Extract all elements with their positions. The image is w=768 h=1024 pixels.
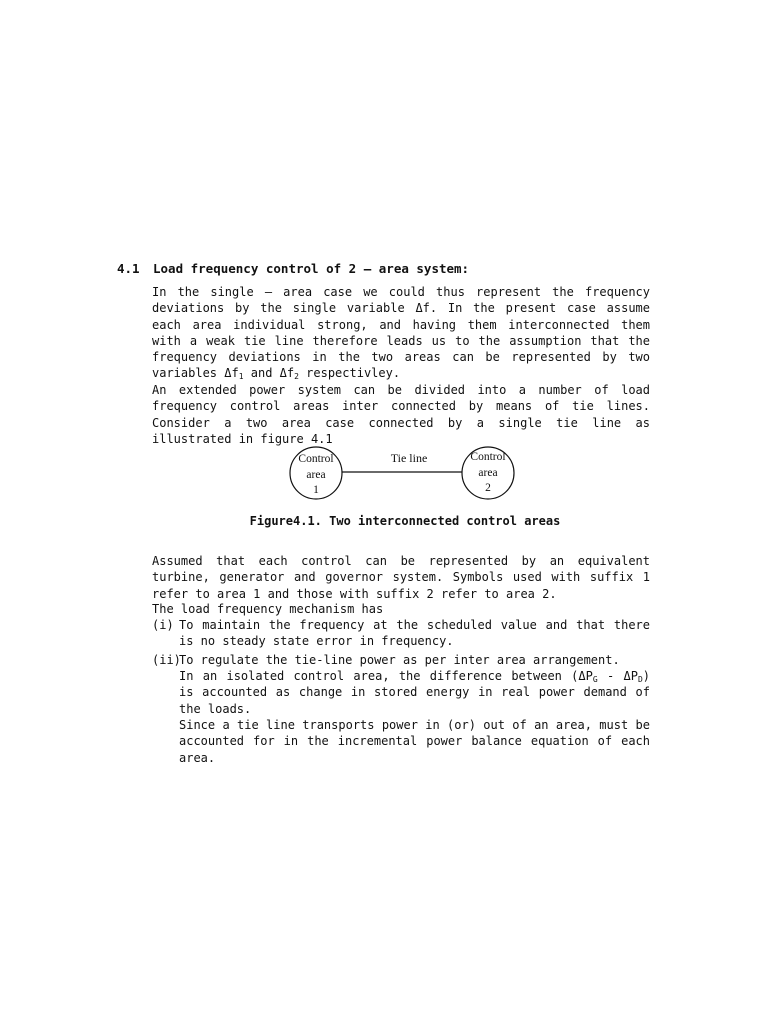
s1-part-c: ) is accounted as change in stored energy in real power demand of the loads. [179, 669, 650, 716]
figure-caption: Figure4.1. Two interconnected control areas [249, 514, 561, 528]
paragraph-frequency-deviations [152, 284, 650, 382]
control-area-2-label [460, 450, 516, 497]
subscript-1: 1 [238, 372, 244, 382]
control-area-1-label [288, 452, 344, 499]
p1-end: respectivley. [298, 366, 401, 381]
subscript-d: D [637, 675, 643, 684]
paragraph-tie-line-transport: Since a tie line transports power in (or) out of an area, must be accounted for in the incremental power balance equation of each area. [179, 718, 650, 765]
tie-line-label: Tie line [390, 451, 428, 465]
node2-line2: area [478, 466, 498, 479]
section-title: Load frequency control of 2 – area system: [153, 261, 470, 276]
paragraph-isolated-area [179, 668, 650, 717]
s1-part-a: In an isolated control area, the difference between (ΔP [179, 669, 593, 683]
p1-and: and Δf [243, 366, 295, 381]
subscript-g: G [592, 675, 598, 684]
section-heading [117, 261, 469, 276]
paragraph-extended-system: An extended power system can be divided into a number of load frequency control areas inter connected by means of tie lines. Consider a two area case connected by a single tie line as illustrated in figure 4.1 [152, 383, 650, 446]
figure-two-area-diagram [285, 444, 521, 504]
list-marker-ii: (ii) [152, 653, 181, 667]
paragraph-mechanism-intro: The load frequency mechanism has [152, 602, 384, 616]
list-item-ii-text: To regulate the tie-line power as per inter area arrangement. [179, 653, 620, 667]
p1-text: In the single – area case we could thus represent the frequency deviations by the single variable Δf. In the present case assume each area individual strong, and having them interconnected them with a weak tie line therefore leads us to the assumption that the frequency deviations in the two areas can be represented by two variables Δf [152, 285, 650, 381]
node1-line2: area [306, 468, 326, 481]
paragraph-equivalent-system: Assumed that each control can be represented by an equivalent turbine, generator and governor system. Symbols used with suffix 1 refer to area 1 and those with suffix 2 refer to area 2. [152, 554, 650, 601]
list-marker-i: (i) [152, 618, 174, 632]
subscript-2: 2 [294, 372, 299, 382]
node2-line1: Control [470, 451, 506, 463]
list-item-i-text: To maintain the frequency at the scheduled value and that there is no steady state error in frequency. [179, 618, 650, 649]
section-number: 4.1 [117, 261, 140, 276]
node1-line1: Control [298, 453, 334, 465]
s1-part-b: - ΔP [597, 669, 638, 683]
node1-line3: 1 [313, 484, 319, 496]
node2-line3: 2 [485, 482, 491, 494]
